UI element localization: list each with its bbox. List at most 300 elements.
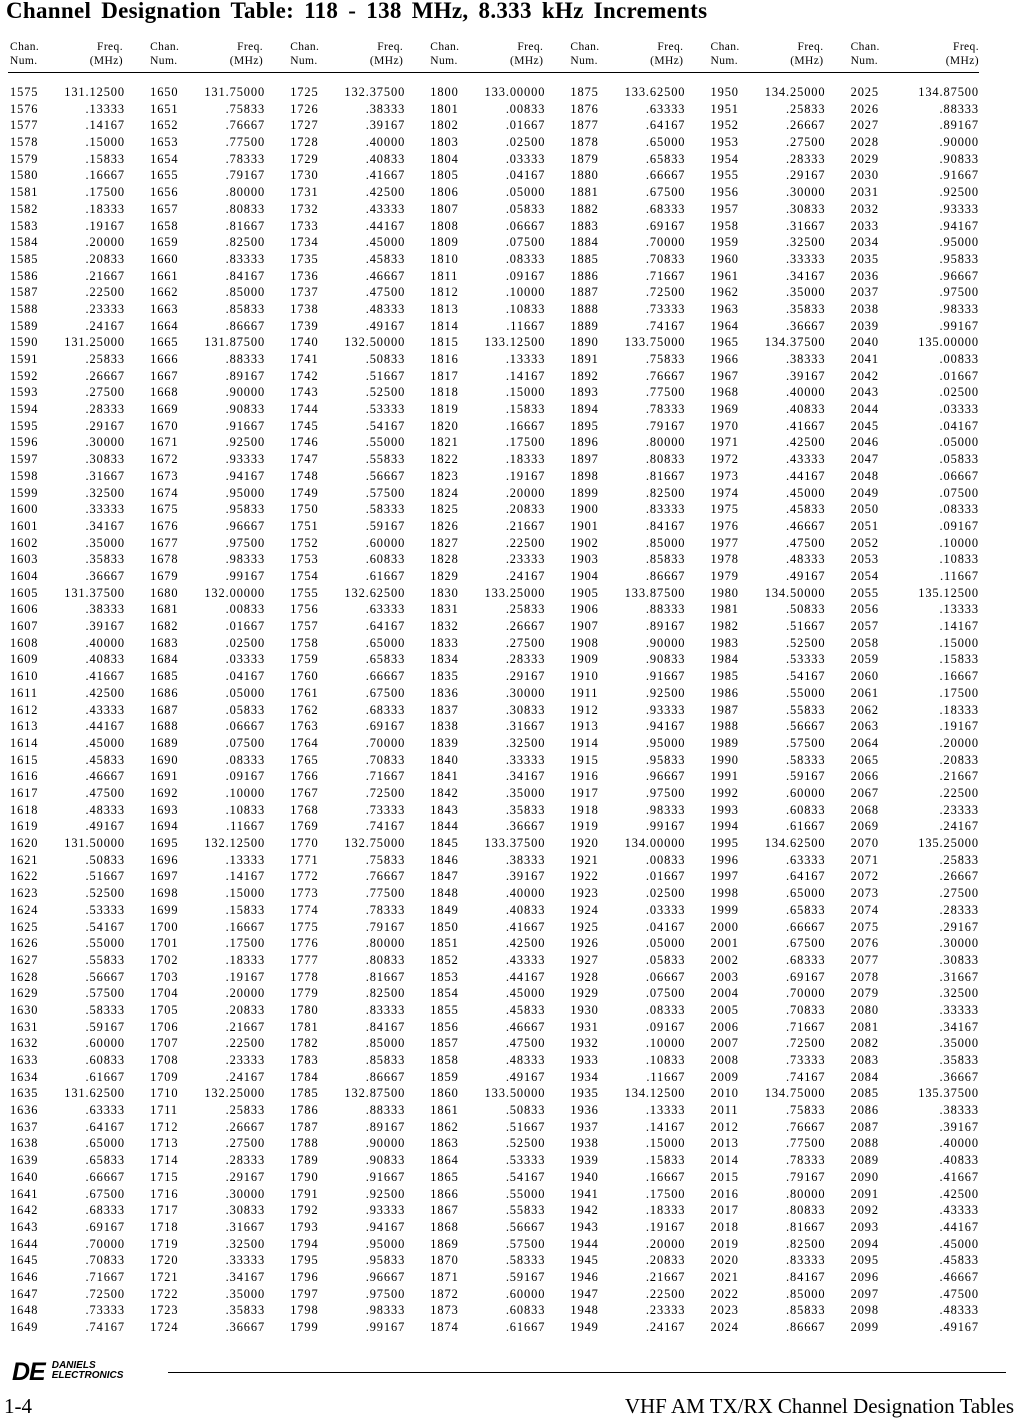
freq-cell: .38333 — [939, 1103, 979, 1118]
chan-num-cell: 1978 — [710, 552, 739, 567]
table-row — [8, 1152, 979, 1169]
freq-cell: .78333 — [365, 902, 406, 917]
chan-num-cell: 2029 — [850, 151, 879, 166]
chan-num-cell: 1619 — [10, 819, 39, 834]
table-row — [8, 1102, 979, 1119]
freq-cell: .20833 — [225, 1002, 266, 1017]
freq-cell: .47500 — [505, 1036, 546, 1051]
freq-cell: .38333 — [505, 852, 546, 867]
chan-num-cell: 2053 — [850, 552, 879, 567]
chan-num-cell: 1953 — [710, 135, 739, 150]
freq-cell: .20833 — [85, 251, 125, 266]
freq-cell: .84167 — [225, 268, 266, 283]
chan-num-cell: 1785 — [290, 1086, 319, 1101]
table-row — [8, 184, 979, 201]
chan-num-cell: 1608 — [10, 635, 39, 650]
freq-cell: .27500 — [939, 886, 979, 901]
freq-cell: .76667 — [225, 118, 266, 133]
freq-cell: .91667 — [939, 168, 979, 183]
chan-num-cell: 1802 — [430, 118, 459, 133]
chan-num-cell: 1875 — [570, 85, 599, 99]
freq-cell: 132.37500 — [344, 85, 406, 99]
freq-cell: 134.00000 — [624, 836, 686, 851]
chan-num-cell: 1579 — [10, 151, 39, 166]
freq-cell: .40000 — [85, 635, 125, 650]
chan-num-cell: 2092 — [850, 1203, 879, 1218]
chan-num-cell: 1806 — [430, 185, 459, 200]
freq-cell: .50833 — [365, 352, 406, 367]
chan-num-cell: 1649 — [10, 1320, 39, 1335]
chan-num-cell: 2039 — [850, 318, 879, 333]
freq-cell: 134.87500 — [918, 85, 979, 99]
chan-num-cell: 2091 — [850, 1186, 879, 1201]
chan-num-cell: 1720 — [150, 1253, 179, 1268]
chan-num-cell: 1613 — [10, 719, 39, 734]
freq-cell: .30833 — [225, 1203, 266, 1218]
freq-cell: .43333 — [505, 952, 546, 967]
chan-num-cell: 1971 — [710, 435, 739, 450]
chan-num-cell: 1928 — [570, 969, 599, 984]
freq-cell: .36667 — [939, 1069, 979, 1084]
table-row — [8, 201, 979, 218]
table-row — [8, 601, 979, 618]
chan-num-cell: 1779 — [290, 986, 319, 1001]
freq-cell: .30833 — [939, 952, 979, 967]
freq-cell: .25833 — [85, 352, 125, 367]
chan-num-cell: 1667 — [150, 368, 179, 383]
chan-num-cell: 1782 — [290, 1036, 319, 1051]
freq-cell: .70833 — [645, 251, 686, 266]
chan-num-cell: 1799 — [290, 1320, 319, 1335]
freq-cell: 135.37500 — [918, 1086, 979, 1101]
freq-cell: .50833 — [786, 602, 826, 617]
chan-num-cell: 1868 — [430, 1219, 459, 1234]
freq-cell: .08333 — [645, 1002, 686, 1017]
freq-cell: .92500 — [365, 1186, 406, 1201]
freq-cell: .95833 — [365, 1253, 406, 1268]
chan-num-cell: 1945 — [570, 1253, 599, 1268]
freq-cell: .23333 — [645, 1303, 686, 1318]
chan-num-cell: 1666 — [150, 352, 179, 367]
freq-cell: .96667 — [645, 769, 686, 784]
freq-cell: .15000 — [645, 1136, 686, 1151]
chan-num-cell: 1691 — [150, 769, 179, 784]
chan-num-cell: 1784 — [290, 1069, 319, 1084]
freq-cell: .55833 — [365, 452, 406, 467]
chan-num-cell: 1814 — [430, 318, 459, 333]
freq-cell: .66667 — [645, 168, 686, 183]
freq-cell: .45833 — [786, 502, 826, 517]
chan-num-cell: 1886 — [570, 268, 599, 283]
chan-num-cell: 1724 — [150, 1320, 179, 1335]
freq-cell: .81667 — [365, 969, 406, 984]
freq-cell: .42500 — [786, 435, 826, 450]
chan-num-cell: 1699 — [150, 902, 179, 917]
freq-cell: .74167 — [645, 318, 686, 333]
freq-cell: .35000 — [85, 535, 125, 550]
chan-num-cell: 1909 — [570, 652, 599, 667]
freq-cell: .48333 — [939, 1303, 979, 1318]
table-row — [8, 1052, 979, 1069]
freq-cell: .73333 — [645, 301, 686, 316]
freq-cell: .00833 — [225, 602, 266, 617]
freq-cell: .68333 — [85, 1203, 125, 1218]
freq-cell: .30000 — [939, 936, 979, 951]
chan-num-cell: 1882 — [570, 201, 599, 216]
chan-num-cell: 1872 — [430, 1286, 459, 1301]
freq-cell: .99167 — [939, 318, 979, 333]
chan-num-cell: 1701 — [150, 936, 179, 951]
chan-num-cell: 1710 — [150, 1086, 179, 1101]
freq-cell: .41667 — [786, 418, 826, 433]
freq-cell: .72500 — [85, 1286, 125, 1301]
freq-cell: 131.75000 — [204, 85, 266, 99]
chan-num-cell: 2077 — [850, 952, 879, 967]
chan-num-cell: 1917 — [570, 785, 599, 800]
freq-cell: .50833 — [505, 1103, 546, 1118]
chan-num-cell: 2086 — [850, 1103, 879, 1118]
chan-num-cell: 1737 — [290, 285, 319, 300]
chan-num-cell: 1676 — [150, 518, 179, 533]
freq-cell: 131.50000 — [64, 836, 125, 851]
freq-cell: .26667 — [786, 118, 826, 133]
freq-cell: .95000 — [645, 735, 686, 750]
freq-cell: .30000 — [225, 1186, 266, 1201]
freq-cell: .90000 — [225, 385, 266, 400]
chan-num-cell: 1575 — [10, 85, 39, 99]
chan-num-cell: 1983 — [710, 635, 739, 650]
freq-cell: .16667 — [505, 418, 546, 433]
chan-num-cell: 1674 — [150, 485, 179, 500]
freq-cell: .00833 — [505, 101, 546, 116]
chan-num-cell: 1956 — [710, 185, 739, 200]
freq-cell: .72500 — [365, 785, 406, 800]
freq-cell: .44167 — [365, 218, 406, 233]
chan-num-cell: 1717 — [150, 1203, 179, 1218]
header-freq-mhz: Freq. (MHz) — [790, 41, 824, 67]
table-row — [8, 902, 979, 919]
freq-cell: .55000 — [786, 685, 826, 700]
chan-num-cell: 2084 — [850, 1069, 879, 1084]
chan-num-cell: 1965 — [710, 335, 739, 350]
freq-cell: .28333 — [505, 652, 546, 667]
freq-cell: .85833 — [365, 1053, 406, 1068]
chan-num-cell: 1728 — [290, 135, 319, 150]
chan-num-cell: 1761 — [290, 685, 319, 700]
freq-cell: .18333 — [85, 201, 125, 216]
chan-num-cell: 1612 — [10, 702, 39, 717]
chan-num-cell: 1635 — [10, 1086, 39, 1101]
chan-num-cell: 1748 — [290, 468, 319, 483]
freq-cell: .22500 — [939, 785, 979, 800]
freq-cell: 133.75000 — [624, 335, 686, 350]
chan-num-cell: 1855 — [430, 1002, 459, 1017]
chan-num-cell: 1641 — [10, 1186, 39, 1201]
freq-cell: .89167 — [225, 368, 266, 383]
chan-num-cell: 1831 — [430, 602, 459, 617]
freq-cell: .81667 — [225, 218, 266, 233]
chan-num-cell: 2072 — [850, 869, 879, 884]
chan-num-cell: 1714 — [150, 1153, 179, 1168]
table-row — [8, 1252, 979, 1269]
chan-num-cell: 1789 — [290, 1153, 319, 1168]
freq-cell: .70000 — [365, 735, 406, 750]
chan-num-cell: 1991 — [710, 769, 739, 784]
logo-mark: DE — [12, 1358, 45, 1386]
chan-num-cell: 1722 — [150, 1286, 179, 1301]
table-row — [8, 551, 979, 568]
freq-cell: .64167 — [645, 118, 686, 133]
chan-num-cell: 1617 — [10, 785, 39, 800]
freq-cell: .60833 — [85, 1053, 125, 1068]
freq-cell: .05833 — [225, 702, 266, 717]
table-row — [8, 568, 979, 585]
chan-num-cell: 1716 — [150, 1186, 179, 1201]
chan-num-cell: 1867 — [430, 1203, 459, 1218]
freq-cell: .54167 — [505, 1169, 546, 1184]
chan-num-cell: 1948 — [570, 1303, 599, 1318]
freq-cell: .01667 — [645, 869, 686, 884]
chan-num-cell: 1621 — [10, 852, 39, 867]
freq-cell: .23333 — [85, 301, 125, 316]
freq-cell: .31667 — [505, 719, 546, 734]
chan-num-cell: 1577 — [10, 118, 39, 133]
chan-num-cell: 2097 — [850, 1286, 879, 1301]
freq-cell: .29167 — [786, 168, 826, 183]
chan-num-cell: 1715 — [150, 1169, 179, 1184]
chan-num-cell: 1763 — [290, 719, 319, 734]
freq-cell: .80000 — [645, 435, 686, 450]
table-row — [8, 868, 979, 885]
chan-num-cell: 1989 — [710, 735, 739, 750]
freq-cell: .48333 — [505, 1053, 546, 1068]
freq-cell: .53333 — [365, 402, 406, 417]
table-row — [8, 401, 979, 418]
chan-num-cell: 1992 — [710, 785, 739, 800]
chan-num-cell: 1767 — [290, 785, 319, 800]
chan-num-cell: 2024 — [710, 1320, 739, 1335]
chan-num-cell: 1939 — [570, 1153, 599, 1168]
chan-num-cell: 1634 — [10, 1069, 39, 1084]
chan-num-cell: 2022 — [710, 1286, 739, 1301]
freq-cell: .98333 — [645, 802, 686, 817]
freq-cell: .32500 — [85, 485, 125, 500]
freq-cell: .42500 — [365, 185, 406, 200]
chan-num-cell: 1924 — [570, 902, 599, 917]
chan-num-cell: 1654 — [150, 151, 179, 166]
chan-num-cell: 1643 — [10, 1219, 39, 1234]
chan-num-cell: 1672 — [150, 452, 179, 467]
chan-num-cell: 2046 — [850, 435, 879, 450]
freq-cell: .47500 — [85, 785, 125, 800]
freq-cell: .34167 — [786, 268, 826, 283]
chan-num-cell: 1783 — [290, 1053, 319, 1068]
chan-num-cell: 1842 — [430, 785, 459, 800]
freq-cell: .97500 — [645, 785, 686, 800]
table-row — [8, 768, 979, 785]
chan-num-cell: 2064 — [850, 735, 879, 750]
freq-cell: .75833 — [645, 352, 686, 367]
freq-cell: .11667 — [939, 569, 979, 583]
table-row — [8, 1019, 979, 1036]
freq-cell: .22500 — [645, 1286, 686, 1301]
freq-cell: .47500 — [939, 1286, 979, 1301]
chan-num-cell: 1642 — [10, 1203, 39, 1218]
chan-num-cell: 1640 — [10, 1169, 39, 1184]
freq-cell: .20833 — [505, 502, 546, 517]
chan-num-cell: 1960 — [710, 251, 739, 266]
chan-num-cell: 2049 — [850, 485, 879, 500]
freq-cell: .40833 — [505, 902, 546, 917]
freq-cell: .25833 — [225, 1103, 266, 1118]
chan-num-cell: 1866 — [430, 1186, 459, 1201]
chan-num-cell: 2068 — [850, 802, 879, 817]
freq-cell: .14167 — [85, 118, 125, 133]
chan-num-cell: 2028 — [850, 135, 879, 150]
freq-cell: .48333 — [365, 301, 406, 316]
chan-num-cell: 1993 — [710, 802, 739, 817]
chan-num-cell: 1597 — [10, 452, 39, 467]
freq-cell: .04167 — [505, 168, 546, 183]
freq-cell: .60000 — [85, 1036, 125, 1051]
chan-num-cell: 1966 — [710, 352, 739, 367]
freq-cell: .80833 — [645, 452, 686, 467]
chan-num-cell: 1682 — [150, 619, 179, 634]
freq-cell: .99167 — [225, 569, 266, 583]
freq-cell: .07500 — [505, 235, 546, 250]
freq-cell: .05000 — [645, 936, 686, 951]
freq-cell: .49167 — [505, 1069, 546, 1084]
freq-cell: .58333 — [505, 1253, 546, 1268]
header-freq-mhz: Freq. (MHz) — [369, 41, 404, 67]
freq-cell: 131.37500 — [64, 585, 125, 600]
chan-num-cell: 2021 — [710, 1269, 739, 1284]
chan-num-cell: 1857 — [430, 1036, 459, 1051]
chan-num-cell: 2020 — [710, 1253, 739, 1268]
page-number: 1-4 — [4, 1394, 32, 1418]
table-row — [8, 351, 979, 368]
freq-cell: .52500 — [786, 635, 826, 650]
freq-cell: .35000 — [505, 785, 546, 800]
chan-num-cell: 1725 — [290, 85, 319, 99]
chan-num-cell: 1876 — [570, 101, 599, 116]
chan-num-cell: 1950 — [710, 85, 739, 99]
freq-cell: .39167 — [85, 619, 125, 634]
chan-num-cell: 1749 — [290, 485, 319, 500]
freq-cell: .77500 — [645, 385, 686, 400]
freq-cell: .76667 — [786, 1119, 826, 1134]
freq-cell: .63333 — [365, 602, 406, 617]
chan-num-cell: 1803 — [430, 135, 459, 150]
chan-num-cell: 1644 — [10, 1236, 39, 1251]
chan-num-cell: 1605 — [10, 585, 39, 600]
freq-cell: .94167 — [225, 468, 266, 483]
chan-num-cell: 1661 — [150, 268, 179, 283]
freq-cell: .77500 — [786, 1136, 826, 1151]
freq-cell: .86667 — [645, 569, 686, 583]
freq-cell: 132.12500 — [204, 836, 266, 851]
freq-cell: .26667 — [939, 869, 979, 884]
freq-cell: .06667 — [505, 218, 546, 233]
freq-cell: .69167 — [365, 719, 406, 734]
freq-cell: 132.50000 — [344, 335, 406, 350]
chan-num-cell: 1708 — [150, 1053, 179, 1068]
chan-num-cell: 2051 — [850, 518, 879, 533]
freq-cell: .94167 — [645, 719, 686, 734]
chan-num-cell: 2062 — [850, 702, 879, 717]
chan-num-cell: 2040 — [850, 335, 879, 350]
freq-cell: .16667 — [85, 168, 125, 183]
freq-cell: .02500 — [939, 385, 979, 400]
freq-cell: .90833 — [939, 151, 979, 166]
freq-cell: 132.75000 — [344, 836, 406, 851]
freq-cell: .60833 — [786, 802, 826, 817]
freq-cell: .18333 — [645, 1203, 686, 1218]
freq-cell: .97500 — [365, 1286, 406, 1301]
freq-cell: .19167 — [645, 1219, 686, 1234]
freq-cell: .10833 — [505, 301, 546, 316]
freq-cell: .86667 — [786, 1320, 826, 1335]
chan-num-cell: 1908 — [570, 635, 599, 650]
freq-cell: .55833 — [786, 702, 826, 717]
chan-num-cell: 1873 — [430, 1303, 459, 1318]
chan-num-cell: 1610 — [10, 669, 39, 684]
freq-cell: .24167 — [939, 819, 979, 834]
chan-num-cell: 1723 — [150, 1303, 179, 1318]
chan-num-cell: 1596 — [10, 435, 39, 450]
chan-num-cell: 1853 — [430, 969, 459, 984]
freq-cell: .30000 — [786, 185, 826, 200]
freq-cell: .21667 — [225, 1019, 266, 1034]
freq-cell: .85833 — [786, 1303, 826, 1318]
freq-cell: .28333 — [786, 151, 826, 166]
chan-num-cell: 1765 — [290, 752, 319, 767]
chan-num-cell: 1639 — [10, 1153, 39, 1168]
chan-num-cell: 1589 — [10, 318, 39, 333]
chan-num-cell: 2095 — [850, 1253, 879, 1268]
chan-num-cell: 1712 — [150, 1119, 179, 1134]
chan-num-cell: 1697 — [150, 869, 179, 884]
chan-num-cell: 1743 — [290, 385, 319, 400]
table-row — [8, 101, 979, 118]
chan-num-cell: 1729 — [290, 151, 319, 166]
freq-cell: .08333 — [225, 752, 266, 767]
freq-cell: .78333 — [225, 151, 266, 166]
header-freq-mhz: Freq. (MHz) — [945, 41, 979, 67]
freq-cell: .29167 — [225, 1169, 266, 1184]
freq-cell: .10833 — [939, 552, 979, 567]
freq-cell: .65833 — [645, 151, 686, 166]
freq-cell: .82500 — [225, 235, 266, 250]
chan-num-cell: 1807 — [430, 201, 459, 216]
freq-cell: .65000 — [645, 135, 686, 150]
chan-num-cell: 2000 — [710, 919, 739, 934]
chan-num-cell: 1817 — [430, 368, 459, 383]
chan-num-cell: 2001 — [710, 936, 739, 951]
chan-num-cell: 1828 — [430, 552, 459, 567]
chan-num-cell: 1801 — [430, 101, 459, 116]
chan-num-cell: 1934 — [570, 1069, 599, 1084]
chan-num-cell: 2027 — [850, 118, 879, 133]
freq-cell: .40000 — [505, 886, 546, 901]
chan-num-cell: 1657 — [150, 201, 179, 216]
chan-num-cell: 1592 — [10, 368, 39, 383]
freq-cell: .18333 — [225, 952, 266, 967]
chan-num-cell: 2044 — [850, 402, 879, 417]
chan-num-cell: 1618 — [10, 802, 39, 817]
chan-num-cell: 1943 — [570, 1219, 599, 1234]
freq-cell: .75833 — [225, 101, 266, 116]
